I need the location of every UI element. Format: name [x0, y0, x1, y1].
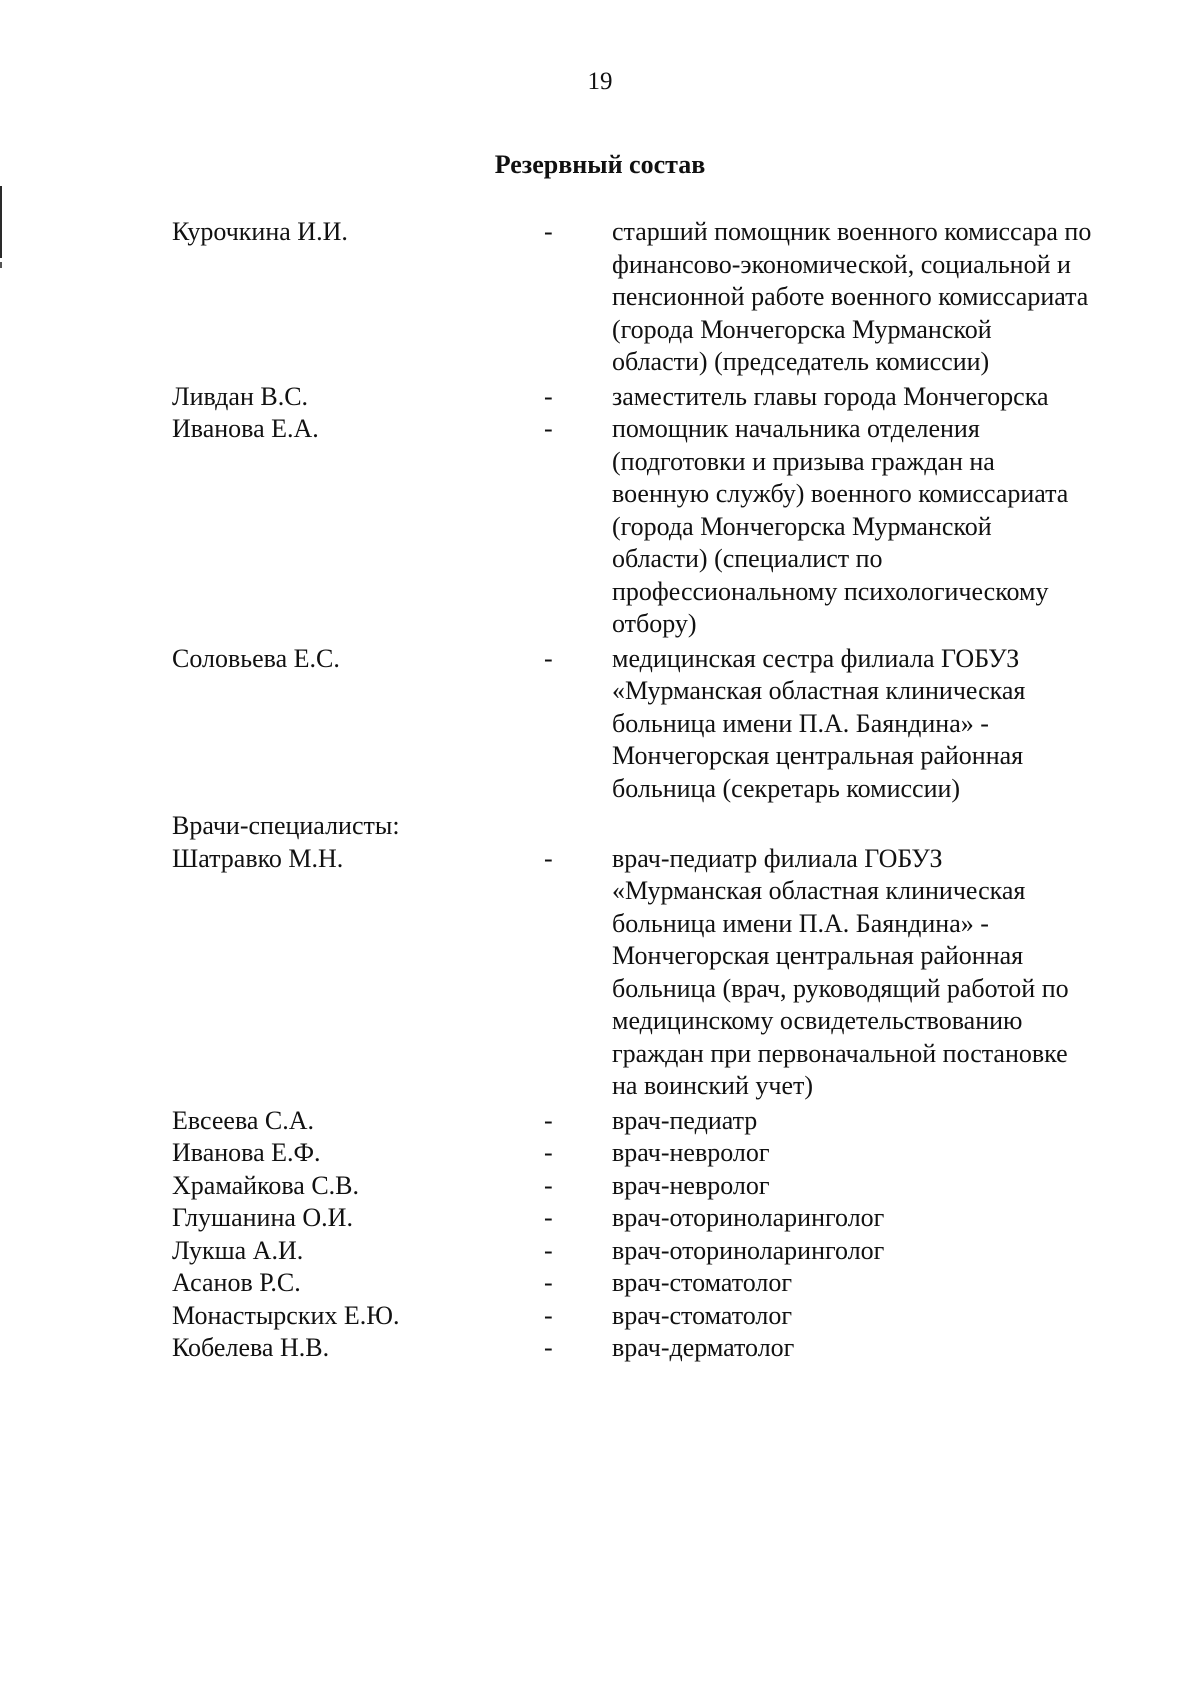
dash-separator: - [544, 1138, 553, 1167]
member-name: Иванова Е.А. [172, 414, 319, 443]
dash-separator: - [544, 643, 553, 673]
member-row [172, 1202, 1152, 1235]
position-line: Мончегорская центральная районная [612, 941, 1024, 970]
member-row [172, 216, 1152, 379]
member-name: Кобелева Н.В. [172, 1333, 330, 1362]
member-row [172, 413, 1152, 641]
member-row [172, 381, 1152, 414]
member-position [612, 643, 1152, 806]
dash-separator: - [544, 1105, 553, 1135]
dash-separator: - [544, 1268, 553, 1297]
member-row [172, 1137, 1152, 1170]
member-row [172, 843, 1152, 1103]
dash-separator: - [544, 381, 553, 411]
member-row [172, 1267, 1152, 1300]
member-position [612, 413, 1152, 641]
member-position [612, 381, 1152, 414]
position-line: больница имени П.А. Баяндина» - [612, 708, 989, 738]
dash-separator: - [544, 1300, 553, 1330]
member-name: Монастырских Е.Ю. [172, 1300, 400, 1330]
position-line: граждан при первоначальной постановке [612, 1038, 1068, 1068]
dash-separator: - [544, 217, 553, 246]
member-position: врач-дерматолог [612, 1333, 795, 1362]
position-line: области) (специалист по [612, 544, 883, 573]
member-position [612, 843, 1152, 1103]
position-line: врач-педиатр филиала ГОБУЗ [612, 843, 943, 873]
scan-edge-mark [0, 186, 2, 258]
member-name: Асанов Р.С. [172, 1268, 301, 1297]
member-name: Храмайкова С.В. [172, 1170, 360, 1200]
member-position: врач-невролог [612, 1170, 770, 1200]
position-line: пенсионной работе военного комиссариата [612, 282, 1089, 311]
position-line: военную службу) военного комиссариата [612, 479, 1069, 508]
section-title: Резервный состав [494, 150, 706, 179]
dash-separator: - [544, 1203, 553, 1232]
member-name: Глушанина О.И. [172, 1203, 353, 1232]
position-line: отбору) [612, 609, 697, 638]
member-position: врач-невролог [612, 1138, 770, 1167]
position-line: медицинская сестра филиала ГОБУЗ [612, 643, 1020, 673]
dash-separator: - [544, 843, 553, 873]
position-line: заместитель главы города Мончегорска [612, 381, 1049, 411]
member-position: врач-оториноларинголог [612, 1203, 885, 1232]
member-name: Соловьева Е.С. [172, 643, 340, 673]
position-line: на воинский учет) [612, 1071, 814, 1100]
member-name: Лукша А.И. [172, 1235, 304, 1265]
dash-separator: - [544, 1333, 553, 1362]
position-line: больница имени П.А. Баяндина» - [612, 908, 989, 938]
position-line: профессиональному психологическому [612, 576, 1049, 606]
member-row [172, 1332, 1152, 1365]
dash-separator: - [544, 1235, 553, 1265]
group-heading-row [172, 810, 1152, 843]
member-position: врач-стоматолог [612, 1300, 793, 1330]
position-line: помощник начальника отделения [612, 414, 980, 443]
member-name: Евсеева С.А. [172, 1105, 315, 1135]
position-line: финансово-экономической, социальной и [612, 249, 1071, 279]
member-name: Ливдан В.С. [172, 381, 309, 411]
member-row [172, 1105, 1152, 1138]
member-row [172, 1300, 1152, 1333]
position-line: области) (председатель комиссии) [612, 347, 990, 376]
member-position [612, 216, 1152, 379]
position-line: «Мурманская областная клиническая [612, 876, 1026, 905]
member-position: врач-стоматолог [612, 1268, 793, 1297]
position-line: (подготовки и призыва граждан на [612, 446, 995, 476]
position-line: (города Мончегорска Мурманской [612, 314, 992, 344]
position-line: медицинскому освидетельствованию [612, 1006, 1023, 1035]
position-line: больница (врач, руководящий работой по [612, 973, 1069, 1003]
member-name: Иванова Е.Ф. [172, 1138, 321, 1167]
member-row [172, 1170, 1152, 1203]
member-name: Курочкина И.И. [172, 217, 348, 246]
scan-edge-mark [0, 262, 2, 268]
position-line: «Мурманская областная клиническая [612, 676, 1026, 705]
member-name: Шатравко М.Н. [172, 843, 344, 873]
position-line: (города Мончегорска Мурманской [612, 511, 992, 541]
member-list [172, 216, 1152, 1365]
page-number: 19 [587, 68, 613, 95]
dash-separator: - [544, 414, 553, 443]
position-line: старший помощник военного комиссара по [612, 217, 1092, 246]
member-row [172, 1235, 1152, 1268]
member-position: врач-оториноларинголог [612, 1235, 885, 1265]
member-row [172, 643, 1152, 806]
member-position: врач-педиатр [612, 1105, 758, 1135]
dash-separator: - [544, 1170, 553, 1200]
specialists-label: Врачи-специалисты: [172, 811, 400, 840]
position-line: Мончегорская центральная районная [612, 741, 1024, 770]
position-line: больница (секретарь комиссии) [612, 773, 961, 803]
